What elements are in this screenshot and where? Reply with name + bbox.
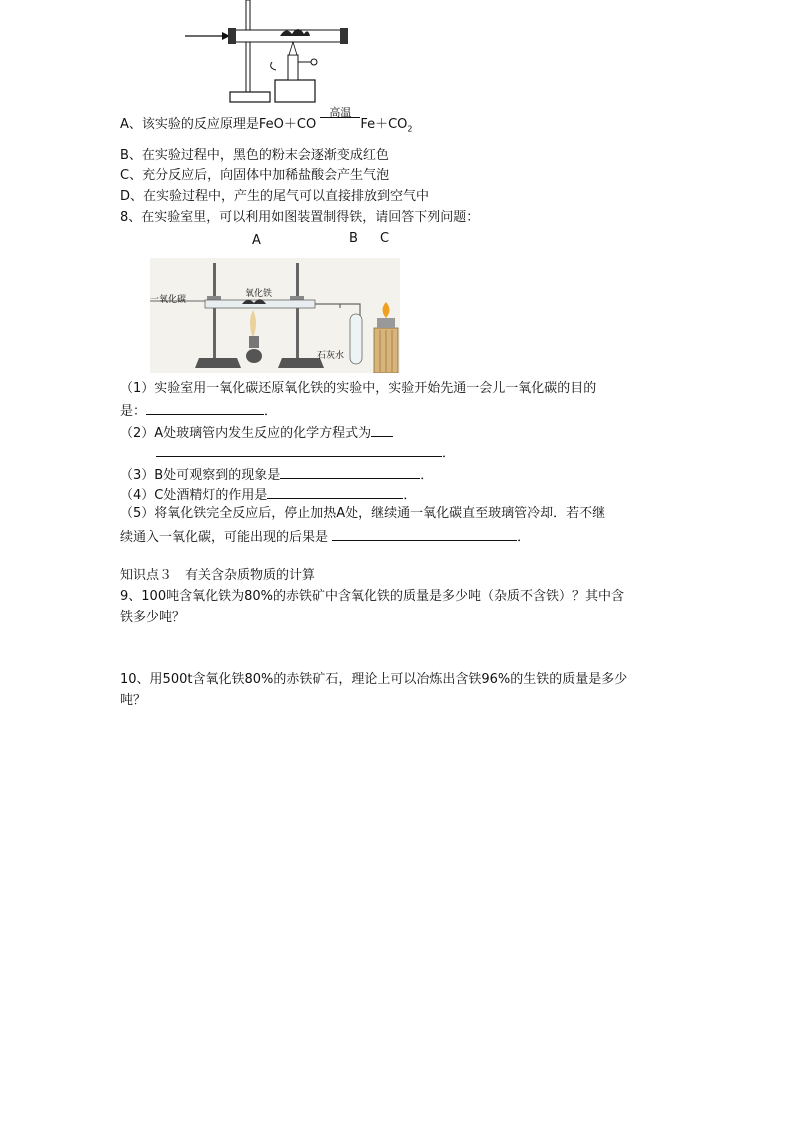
answer-blank-3[interactable] — [280, 464, 420, 479]
q9-line1: 9、100吨含氧化铁为80%的赤铁矿中含氧化铁的质量是多少吨（杂质不含铁）？其中含 — [120, 589, 624, 604]
co2-subscript: 2 — [407, 124, 413, 134]
option-b: B、在实验过程中，黑色的粉末会逐渐变成红色 — [120, 148, 389, 163]
answer-blank-4[interactable] — [267, 484, 403, 499]
q10-line2: 吨？ — [120, 693, 147, 708]
answer-blank-2a[interactable] — [371, 422, 393, 437]
option-a — [120, 106, 413, 139]
q8-sub4: （4）C处酒精灯的作用是 ． — [120, 484, 416, 505]
reaction-arrow — [320, 106, 360, 134]
option-d: D、在实验过程中，产生的尾气可以直接排放到空气中 — [120, 189, 430, 204]
apparatus-figure-top — [180, 0, 360, 106]
q8-stem: 8、在实验室里，可以利用如图装置制得铁，请回答下列问题： — [120, 210, 480, 225]
answer-blank-5[interactable] — [332, 526, 517, 541]
label-c: C — [380, 231, 390, 246]
label-fe2o3: 氧化铁 — [245, 289, 273, 299]
q8-sub1-line1: （1）实验室用一氧化碳还原氧化铁的实验中，实验开始先通一会儿一氧化碳的目的 — [120, 381, 597, 396]
option-a-prefix: A、该实验的反应原理是FeO＋CO — [120, 117, 317, 132]
answer-blank-1[interactable] — [146, 400, 264, 415]
label-limewater: 石灰水 — [317, 351, 345, 361]
apparatus-figure-q8 — [150, 258, 400, 373]
label-co: 一氧化碳 — [150, 295, 187, 305]
q8-sub5-line1: （5）将氧化铁完全反应后，停止加热A处，继续通一氧化碳直至玻璃管冷却．若不继 — [120, 506, 606, 521]
reaction-condition: 高温 — [329, 106, 352, 119]
q8-sub5-line2: 续通入一氧化碳，可能出现的后果是 ． — [120, 526, 530, 547]
q9-line2: 铁多少吨？ — [120, 610, 186, 625]
q8-sub2: （2）A处玻璃管内发生反应的化学方程式为 — [120, 422, 393, 443]
answer-blank-2b[interactable] — [156, 442, 442, 457]
q8-sub1-line2: 是： ． — [120, 400, 277, 421]
label-a: A — [252, 233, 261, 248]
label-b: B — [349, 231, 358, 246]
knowledge-point-3-title: 知识点３ 有关含杂质物质的计算 — [120, 568, 316, 583]
q10-line1: 10、用500t含氧化铁80%的赤铁矿石，理论上可以冶炼出含铁96%的生铁的质量是多少 — [120, 672, 628, 687]
option-c: C、充分反应后，向固体中加稀盐酸会产生气泡 — [120, 168, 390, 183]
q8-sub3: （3）B处可观察到的现象是 ． — [120, 464, 433, 485]
q8-sub2-continuation: ． — [156, 442, 455, 463]
option-a-product: Fe＋CO — [360, 117, 408, 132]
apparatus-drawing — [150, 258, 400, 373]
